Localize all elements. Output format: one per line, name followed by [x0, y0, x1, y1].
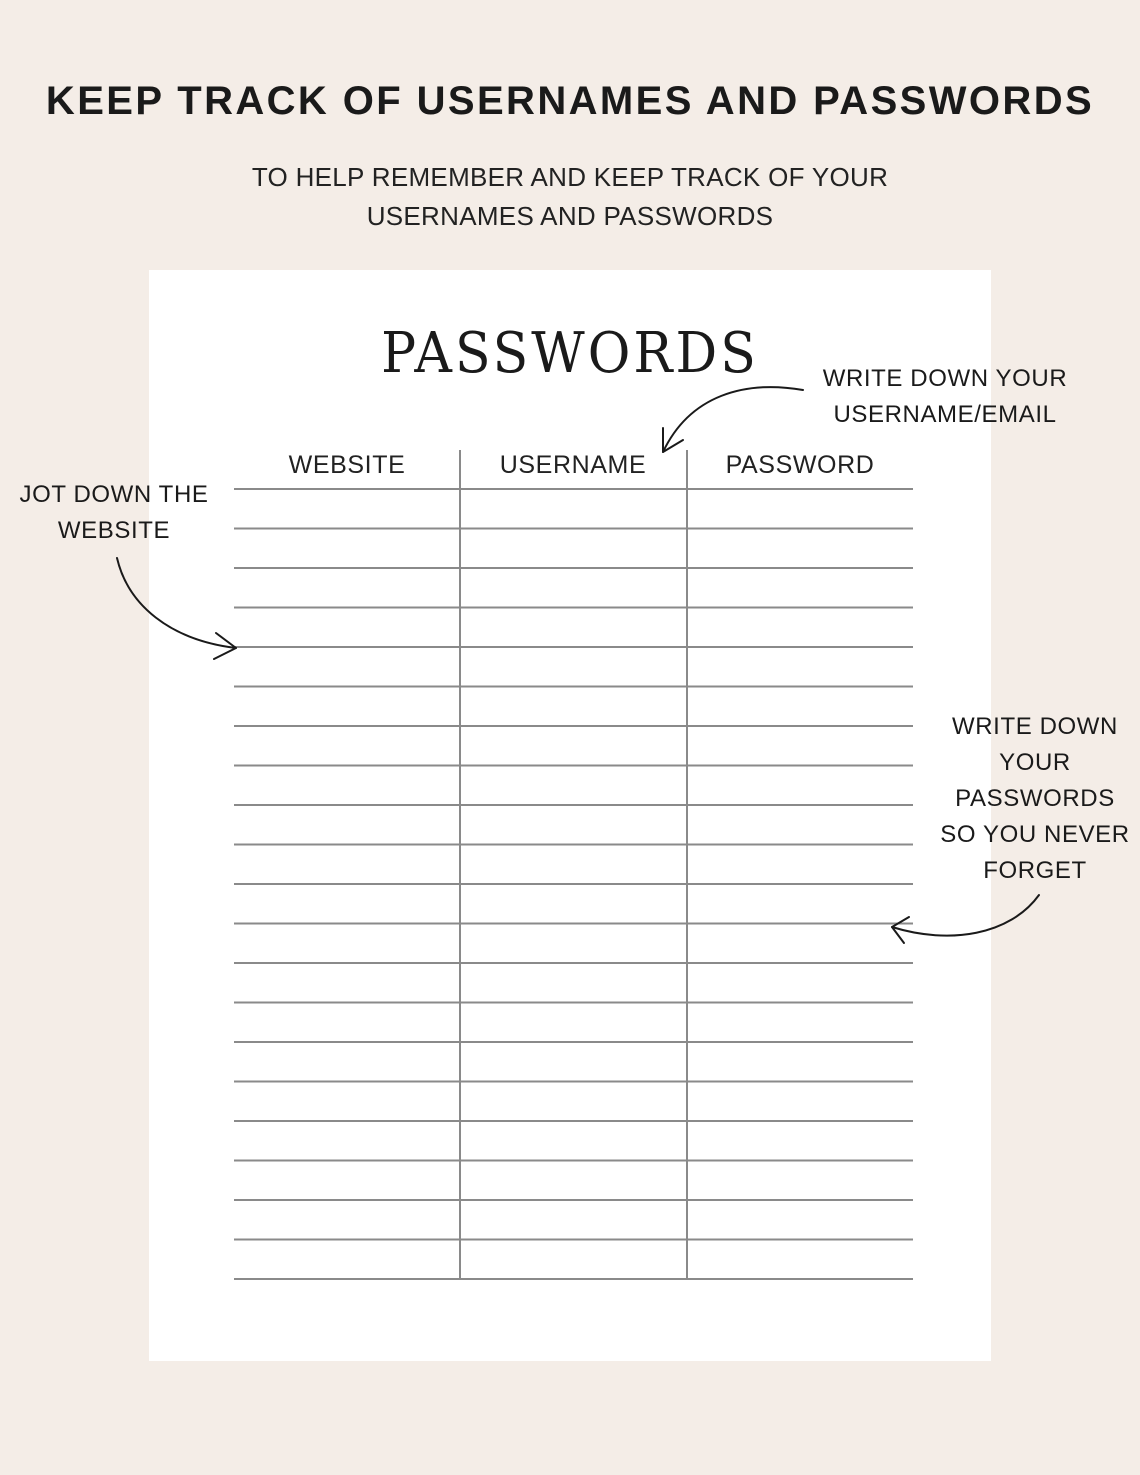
annotation-website-line-2: WEBSITE [57, 517, 171, 544]
annotation-password-line-2: YOUR [999, 749, 1071, 776]
subtitle-line-2: USERNAMES AND PASSWORDS [366, 201, 774, 231]
sheet-title: PASSWORDS [381, 321, 759, 386]
column-header-password: PASSWORD [725, 451, 875, 479]
curved-arrow-icon-password [892, 895, 1039, 943]
annotation-username-line-1: WRITE DOWN YOUR [822, 365, 1068, 392]
column-header-website: WEBSITE [288, 451, 406, 479]
subtitle-line-1: TO HELP REMEMBER AND KEEP TRACK OF YOUR [251, 162, 889, 192]
annotation-website-line-1: JOT DOWN THE [19, 481, 209, 508]
annotation-password-line-1: WRITE DOWN [952, 713, 1118, 740]
column-header-username: USERNAME [499, 451, 647, 479]
page-title: KEEP TRACK OF USERNAMES AND PASSWORDS [45, 79, 1095, 123]
curved-arrow-icon-website [117, 558, 236, 659]
annotation-password-line-5: FORGET [983, 857, 1087, 884]
curved-arrow-icon-username [663, 387, 803, 452]
annotation-password-line-4: SO YOU NEVER [940, 821, 1130, 848]
annotation-username-line-2: USERNAME/EMAIL [833, 401, 1057, 428]
annotation-password-line-3: PASSWORDS [955, 785, 1115, 812]
